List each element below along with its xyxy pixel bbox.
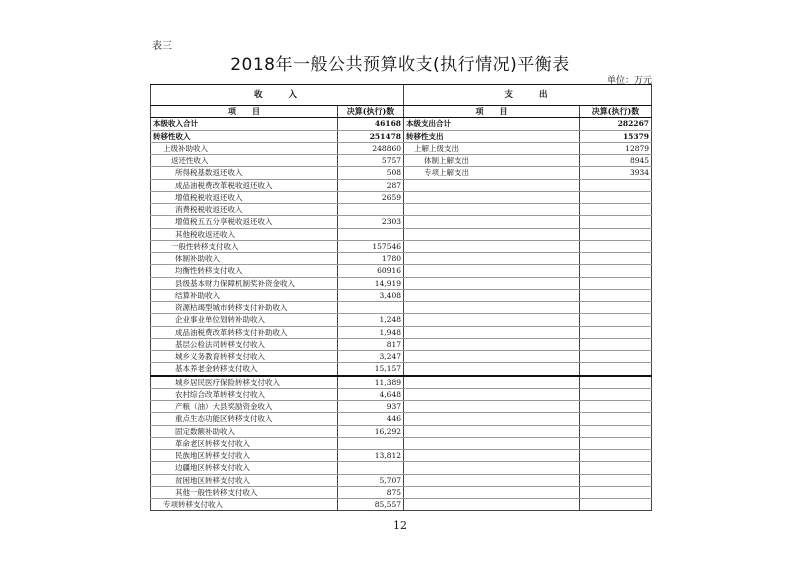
- expenditure-amount: 282267: [580, 118, 652, 130]
- income-amount: 11,389: [338, 376, 404, 389]
- expenditure-item: [404, 314, 580, 326]
- expenditure-item: 本级支出合计: [404, 118, 580, 130]
- expenditure-item: [404, 462, 580, 474]
- table-row: [151, 338, 652, 350]
- income-amount: 14,919: [338, 277, 404, 289]
- expenditure-amount: 15379: [580, 130, 652, 142]
- expenditure-item: 上解上级支出: [404, 142, 580, 154]
- table-row: [151, 413, 652, 425]
- income-amount: 508: [338, 167, 404, 179]
- income-amount: 5757: [338, 155, 404, 167]
- income-amount: 5,707: [338, 474, 404, 486]
- expenditure-item: 体制上解支出: [404, 155, 580, 167]
- balance-table: [150, 84, 652, 511]
- expenditure-item: [404, 191, 580, 203]
- income-item: 增值税五五分享税收返还收入: [151, 216, 338, 228]
- expenditure-item: 转移性支出: [404, 130, 580, 142]
- table-row: [151, 118, 652, 130]
- expenditure-item-header: 项 目: [404, 106, 580, 118]
- income-amount: 817: [338, 338, 404, 350]
- expenditure-amount: [580, 277, 652, 289]
- table-row: [151, 314, 652, 326]
- expenditure-amount: [580, 338, 652, 350]
- table-row: [151, 265, 652, 277]
- income-amount: 251478: [338, 130, 404, 142]
- expenditure-amount: [580, 314, 652, 326]
- expenditure-amount: [580, 351, 652, 363]
- income-amount: 46168: [338, 118, 404, 130]
- income-item: 基层公检法司转移支付收入: [151, 338, 338, 350]
- income-item: 成品油税费改革税收返还收入: [151, 179, 338, 191]
- expenditure-item: [404, 204, 580, 216]
- income-amount: 4,648: [338, 388, 404, 400]
- expenditure-section-header: 支 出: [404, 85, 652, 106]
- income-item: 边疆地区转移支付收入: [151, 462, 338, 474]
- expenditure-amount: [580, 326, 652, 338]
- income-item: 均衡性转移支付收入: [151, 265, 338, 277]
- expenditure-item: [404, 401, 580, 413]
- expenditure-amount: [580, 499, 652, 511]
- expenditure-item: [404, 326, 580, 338]
- income-item: 县级基本财力保障机制奖补资金收入: [151, 277, 338, 289]
- income-item: 上级补助收入: [151, 142, 338, 154]
- income-item: 其他一般性转移支付收入: [151, 486, 338, 498]
- expenditure-item: [404, 388, 580, 400]
- income-item: 所得税基数返还收入: [151, 167, 338, 179]
- income-amount: 875: [338, 486, 404, 498]
- table-row: [151, 437, 652, 449]
- expenditure-item: [404, 265, 580, 277]
- table-row: [151, 191, 652, 203]
- expenditure-amount: [580, 462, 652, 474]
- table-body: [151, 118, 652, 511]
- income-item: 本级收入合计: [151, 118, 338, 130]
- table-row: [151, 499, 652, 511]
- unit-label: 单位：万元: [606, 76, 652, 86]
- expenditure-amount: [580, 289, 652, 301]
- expenditure-amount: [580, 437, 652, 449]
- expenditure-item: [404, 376, 580, 389]
- income-item: 固定数额补助收入: [151, 425, 338, 437]
- table-row: [151, 277, 652, 289]
- expenditure-item: [404, 486, 580, 498]
- table-row: [151, 302, 652, 314]
- income-item: 民族地区转移支付收入: [151, 450, 338, 462]
- expenditure-amount: [580, 474, 652, 486]
- income-item: 体制补助收入: [151, 253, 338, 265]
- expenditure-amount: 12879: [580, 142, 652, 154]
- income-item: 增值税税收返还收入: [151, 191, 338, 203]
- income-amount: [338, 462, 404, 474]
- income-item: 企业事业单位划转补助收入: [151, 314, 338, 326]
- table-row: [151, 167, 652, 179]
- income-item: 专项转移支付收入: [151, 499, 338, 511]
- income-amount: 16,292: [338, 425, 404, 437]
- expenditure-amount: [580, 265, 652, 277]
- expenditure-item: [404, 240, 580, 252]
- income-item: 一般性转移支付收入: [151, 240, 338, 252]
- table-row: [151, 425, 652, 437]
- table-row: [151, 351, 652, 363]
- expenditure-amount: [580, 486, 652, 498]
- table-tag: 表三: [152, 41, 172, 52]
- income-amount: 1,948: [338, 326, 404, 338]
- expenditure-amount: [580, 179, 652, 191]
- expenditure-amount: [580, 425, 652, 437]
- income-item: 城乡居民医疗保险转移支付收入: [151, 376, 338, 389]
- income-amount: [338, 302, 404, 314]
- expenditure-item: [404, 302, 580, 314]
- expenditure-item: [404, 253, 580, 265]
- income-item: 其他税收返还收入: [151, 228, 338, 240]
- income-item: 转移性收入: [151, 130, 338, 142]
- table-row: [151, 240, 652, 252]
- expenditure-amount: [580, 363, 652, 376]
- table-row: [151, 326, 652, 338]
- expenditure-amount: [580, 376, 652, 389]
- table-row: [151, 228, 652, 240]
- expenditure-amount: [580, 228, 652, 240]
- expenditure-item: [404, 474, 580, 486]
- expenditure-item: [404, 499, 580, 511]
- expenditure-amount: [580, 401, 652, 413]
- income-item: 城乡义务教育转移支付收入: [151, 351, 338, 363]
- expenditure-item: [404, 437, 580, 449]
- income-item: 消费税税收返还收入: [151, 204, 338, 216]
- income-item: 革命老区转移支付收入: [151, 437, 338, 449]
- table-row: [151, 216, 652, 228]
- section-header-row: [151, 85, 652, 106]
- income-amount: 3,247: [338, 351, 404, 363]
- income-amount: 157546: [338, 240, 404, 252]
- income-amount: 85,557: [338, 499, 404, 511]
- expenditure-amount: 8945: [580, 155, 652, 167]
- expenditure-item: [404, 289, 580, 301]
- expenditure-amount: [580, 413, 652, 425]
- table-row: [151, 130, 652, 142]
- income-item: 返还性收入: [151, 155, 338, 167]
- income-item-header: 项 目: [151, 106, 338, 118]
- expenditure-item: [404, 179, 580, 191]
- table-row: [151, 401, 652, 413]
- income-amount: 1,248: [338, 314, 404, 326]
- expenditure-amount: [580, 216, 652, 228]
- expenditure-amount: [580, 253, 652, 265]
- page-number: 12: [393, 519, 407, 532]
- table-row: [151, 155, 652, 167]
- table-row: [151, 450, 652, 462]
- expenditure-item: [404, 216, 580, 228]
- income-amount: 2659: [338, 191, 404, 203]
- income-amount-header: 决算(执行)数: [338, 106, 404, 118]
- column-header-row: [151, 106, 652, 118]
- expenditure-amount: 3934: [580, 167, 652, 179]
- income-item: 成品油税费改革转移支付补助收入: [151, 326, 338, 338]
- table-row: [151, 462, 652, 474]
- expenditure-item: [404, 228, 580, 240]
- income-amount: 60916: [338, 265, 404, 277]
- income-item: 贫困地区转移支付收入: [151, 474, 338, 486]
- expenditure-amount-header: 决算(执行)数: [580, 106, 652, 118]
- income-amount: [338, 204, 404, 216]
- income-item: 农村综合改革转移支付收入: [151, 388, 338, 400]
- expenditure-item: [404, 450, 580, 462]
- expenditure-amount: [580, 450, 652, 462]
- income-item: 重点生态功能区转移支付收入: [151, 413, 338, 425]
- table-row: [151, 474, 652, 486]
- income-amount: 2303: [338, 216, 404, 228]
- expenditure-amount: [580, 302, 652, 314]
- income-amount: 15,157: [338, 363, 404, 376]
- income-amount: 937: [338, 401, 404, 413]
- income-item: 基本养老金转移支付收入: [151, 363, 338, 376]
- table-row: [151, 142, 652, 154]
- income-amount: 13,812: [338, 450, 404, 462]
- table-row: [151, 363, 652, 376]
- income-amount: 446: [338, 413, 404, 425]
- expenditure-amount: [580, 204, 652, 216]
- income-amount: 3,408: [338, 289, 404, 301]
- expenditure-amount: [580, 388, 652, 400]
- income-amount: [338, 437, 404, 449]
- expenditure-item: [404, 425, 580, 437]
- table-row: [151, 376, 652, 389]
- expenditure-item: [404, 413, 580, 425]
- income-item: 结算补助收入: [151, 289, 338, 301]
- page-title: 2018年一般公共预算收支(执行情况)平衡表: [230, 55, 570, 75]
- income-amount: 248860: [338, 142, 404, 154]
- table-row: [151, 388, 652, 400]
- table-row: [151, 289, 652, 301]
- expenditure-item: [404, 277, 580, 289]
- table-row: [151, 253, 652, 265]
- table-row: [151, 204, 652, 216]
- income-amount: 287: [338, 179, 404, 191]
- expenditure-amount: [580, 191, 652, 203]
- income-section-header: 收 入: [151, 85, 404, 106]
- income-item: 资源枯竭型城市转移支付补助收入: [151, 302, 338, 314]
- table-row: [151, 179, 652, 191]
- income-amount: 1780: [338, 253, 404, 265]
- expenditure-item: 专项上解支出: [404, 167, 580, 179]
- expenditure-item: [404, 351, 580, 363]
- table-row: [151, 486, 652, 498]
- expenditure-item: [404, 338, 580, 350]
- income-amount: [338, 228, 404, 240]
- expenditure-amount: [580, 240, 652, 252]
- income-item: 产粮（油）大县奖励资金收入: [151, 401, 338, 413]
- expenditure-item: [404, 363, 580, 376]
